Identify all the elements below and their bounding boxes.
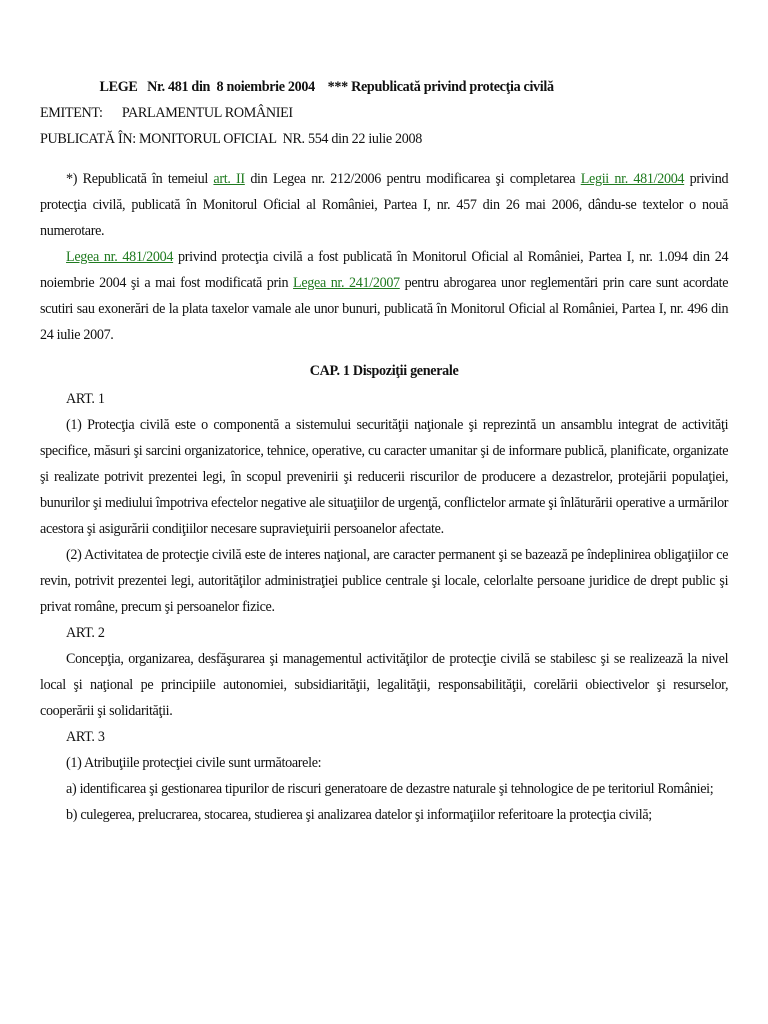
article-3-paragraph-1: (1) Atribuţiile protecţiei civile sunt următoarele:	[66, 754, 322, 771]
article-1-label: ART. 1	[66, 390, 105, 407]
article-3-item-b: b) culegerea, prelucrarea, stocarea, studierea şi analizarea datelor şi informaţiilor referitoare la protecţia civilă;	[66, 806, 652, 823]
article-3-label: ART. 3	[66, 728, 105, 745]
emitent-line: EMITENT: PARLAMENTUL ROMÂNIEI	[40, 104, 293, 121]
article-1-paragraph-2: (2) Activitatea de protecţie civilă este de interes naţional, are caracter permanent şi se bazează pe îndeplinirea obligaţiilor ce revin, potrivit prezentei legi, autorităţilor administraţiei publice centrale şi locale, celorlalte persoane juridice de drept public şi privat române, precum şi persoanelor fizice.	[40, 546, 729, 615]
link-legii-481-2004[interactable]: Legii nr. 481/2004	[580, 170, 685, 187]
chapter-heading: CAP. 1 Dispoziţii generale	[309, 362, 459, 379]
note-text: din Legea nr. 212/2006 pentru modificarea şi completarea	[244, 170, 581, 187]
note-text: privind protecţia civilă a fost publicată în Monitorul Oficial al României, Partea I, nr. 1.094 din 24 noiembrie 2004 şi a mai fost modificată prin	[40, 248, 729, 291]
article-2-label: ART. 2	[66, 624, 105, 641]
article-1-paragraph-1: (1) Protecţia civilă este o componentă a sistemului securităţii naţionale şi reprezintă un ansamblu integrat de activităţi specifice, măsuri şi sarcini organizatorice, tehnice, operative, cu caracter umanitar şi de informare publică, planificate, organizate şi realizate potrivit prezentei legi, în scopul prevenirii şi reducerii riscurilor de producere a dezastrelor, protejării populaţiei, bunurilor şi mediului împotriva efectelor negative ale situaţiilor de urgenţă, conflictelor armate şi înlăturării operative a urmărilor acestora şi asigurării condiţiilor necesare supravieţuirii persoanelor afectate.	[40, 416, 729, 537]
note-text: privind protecţia civilă, publicată în Monitorul Oficial al României, Partea I, nr. 457 din 26 mai 2006, dându-se textelor o nouă numerotare.	[40, 170, 729, 239]
note-text: pentru abrogarea unor reglementări prin care sunt acordate scutiri sau exonerări de la plata taxelor vamale ale unor bunuri, publicată în Monitorul Oficial al României, Partea I, nr. 496 din 24 iulie 2007.	[40, 274, 729, 343]
publication-note	[40, 244, 728, 348]
spacer	[40, 152, 728, 166]
republication-note	[40, 166, 728, 244]
link-legea-241-2007[interactable]: Legea nr. 241/2007	[293, 274, 400, 291]
article-2-paragraph: Concepţia, organizarea, desfăşurarea şi managementul activităţilor de protecţie civilă se stabilesc şi se realizează la nivel local şi naţional pe principiile autonomiei, subsidiarităţii, legalităţii, responsabilităţii, corelării obiectivelor şi resurselor, cooperării şi solidarităţii.	[40, 650, 729, 719]
document-page	[40, 74, 728, 828]
article-3-item-a: a) identificarea şi gestionarea tipurilor de riscuri generatoare de dezastre naturale şi tehnologice de pe teritoriul României;	[66, 780, 714, 797]
link-legea-481-2004[interactable]: Legea nr. 481/2004	[66, 248, 174, 265]
publication-line: PUBLICATĂ ÎN: MONITORUL OFICIAL NR. 554 din 22 iulie 2008	[40, 130, 422, 147]
law-title: LEGE Nr. 481 din 8 noiembrie 2004 *** Republicată privind protecţia civilă	[99, 78, 554, 95]
link-art-ii[interactable]: art. II	[213, 170, 245, 187]
note-text: *) Republicată în temeiul	[66, 170, 214, 187]
